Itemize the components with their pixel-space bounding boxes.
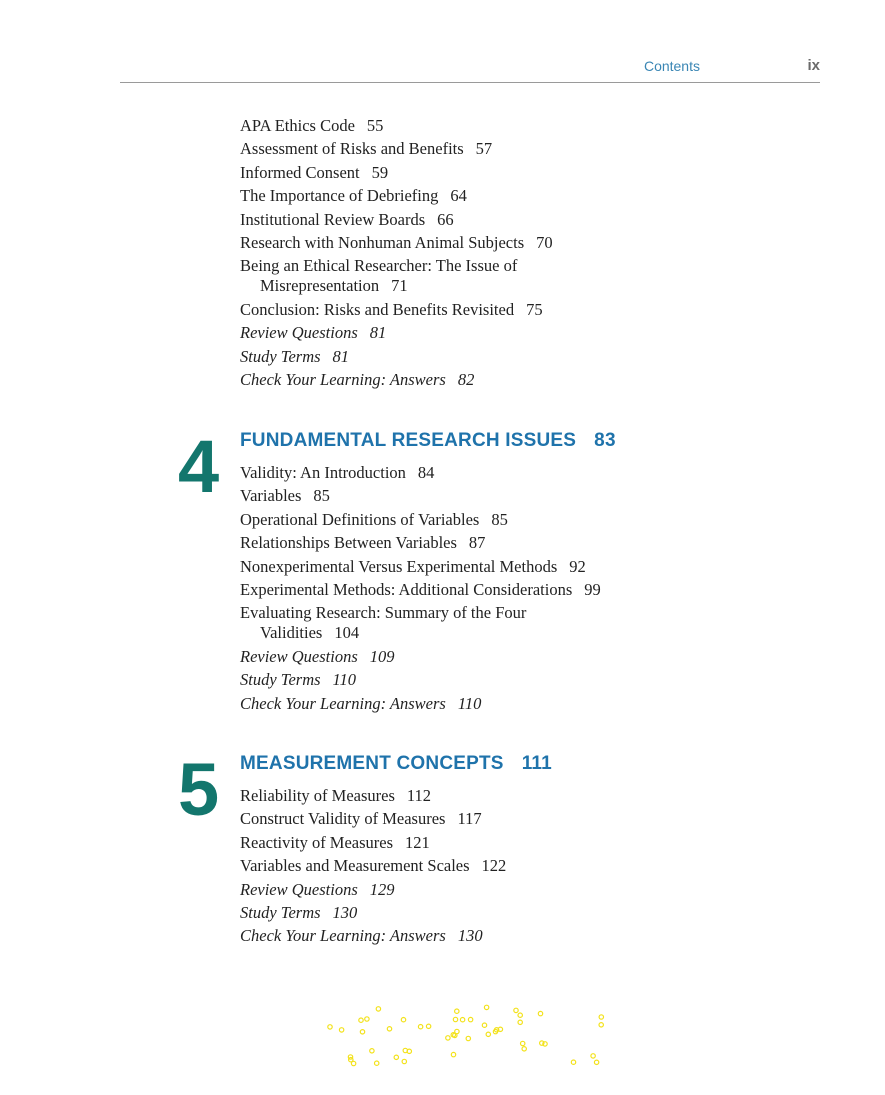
toc-entries-continued xyxy=(240,116,800,393)
toc-entry-title: Being an Ethical Researcher: The Issue of xyxy=(240,256,518,276)
toc-entry-title: Construct Validity of Measures xyxy=(240,809,446,829)
toc-entry[interactable] xyxy=(240,510,800,530)
decorative-dot xyxy=(351,1061,355,1065)
toc-entry[interactable] xyxy=(240,809,800,829)
decorative-dot xyxy=(359,1018,363,1022)
decorative-dot xyxy=(451,1052,455,1056)
toc-entry[interactable] xyxy=(240,694,800,714)
toc-entry[interactable] xyxy=(240,116,800,136)
toc-entry-title: Nonexperimental Versus Experimental Methods xyxy=(240,556,558,576)
toc-entries-chapter-5 xyxy=(240,786,800,950)
toc-entry-title: Study Terms xyxy=(240,670,321,690)
toc-entry-page: 57 xyxy=(475,139,493,159)
decorative-dot xyxy=(375,1061,379,1065)
toc-entry[interactable] xyxy=(240,926,800,946)
toc-entry-page: 87 xyxy=(468,533,486,553)
toc-entry-title: The Importance of Debriefing xyxy=(240,186,439,206)
toc-entry[interactable] xyxy=(240,370,800,390)
toc-entry-page: 59 xyxy=(371,162,389,182)
toc-entry-page: 71 xyxy=(391,276,408,296)
toc-entry[interactable] xyxy=(240,347,800,367)
toc-entry[interactable] xyxy=(240,256,800,296)
decorative-dot xyxy=(482,1023,486,1027)
toc-entry-title: Check Your Learning: Answers xyxy=(240,693,446,713)
toc-entry-title: Review Questions xyxy=(240,323,358,343)
running-head-section: Contents xyxy=(643,58,700,74)
toc-entry-page: 122 xyxy=(481,856,507,876)
toc-entry-title: Evaluating Research: Summary of the Four xyxy=(240,603,527,623)
toc-entry-title: Check Your Learning: Answers xyxy=(240,369,446,389)
toc-entry[interactable] xyxy=(240,833,800,853)
decorative-dot xyxy=(486,1032,490,1036)
toc-entry[interactable] xyxy=(240,880,800,900)
toc-entry-title-continued: Validities xyxy=(260,623,323,643)
decorative-dot xyxy=(328,1025,332,1029)
toc-entry-title: Study Terms xyxy=(240,902,321,922)
decorative-dot xyxy=(401,1018,405,1022)
decorative-dot xyxy=(599,1023,603,1027)
toc-entry-title: Operational Definitions of Variables xyxy=(240,509,480,529)
toc-entry-page: 75 xyxy=(526,299,543,319)
decorative-dot xyxy=(455,1029,459,1033)
decorative-dot xyxy=(387,1027,391,1031)
toc-entry-title: Validity: An Introduction xyxy=(240,463,406,482)
toc-entry-page: 121 xyxy=(405,832,430,852)
decorative-dot xyxy=(514,1008,518,1012)
decorative-dot xyxy=(394,1055,398,1059)
decorative-dot xyxy=(522,1047,526,1051)
toc-entry[interactable] xyxy=(240,139,800,159)
chapter-title-text: MEASUREMENT CONCEPTS xyxy=(240,753,504,774)
decorative-dot xyxy=(571,1060,575,1064)
decorative-dot xyxy=(376,1007,380,1011)
toc-entry-page: 85 xyxy=(313,486,330,506)
chapter-title[interactable] xyxy=(240,753,552,775)
toc-entry[interactable] xyxy=(240,463,800,483)
toc-entry-title: Check Your Learning: Answers xyxy=(240,926,446,946)
decorative-dot xyxy=(453,1017,457,1021)
toc-entry[interactable] xyxy=(240,580,800,600)
toc-entry-title: Assessment of Risks and Benefits xyxy=(240,139,464,159)
toc-entry[interactable] xyxy=(240,300,800,320)
toc-entry-page: 92 xyxy=(569,556,586,576)
toc-entry-page: 66 xyxy=(437,209,454,229)
toc-entry-title: Reliability of Measures xyxy=(240,786,395,805)
chapter-title-text: FUNDAMENTAL RESEARCH ISSUES xyxy=(240,430,577,451)
toc-entry-title: Experimental Methods: Additional Considerations xyxy=(240,579,573,599)
decorative-dot xyxy=(455,1009,459,1013)
toc-entry-title: Conclusion: Risks and Benefits Revisited xyxy=(240,299,515,319)
decorative-dot xyxy=(365,1017,369,1021)
decorative-dot xyxy=(402,1059,406,1063)
toc-entry-title-continued: Misrepresentation xyxy=(260,276,380,296)
decorative-dot xyxy=(460,1018,464,1022)
decorative-dot xyxy=(538,1011,542,1015)
decorative-dot xyxy=(446,1036,450,1040)
decorative-dots xyxy=(320,1000,620,1070)
decorative-dot xyxy=(418,1025,422,1029)
toc-entry[interactable] xyxy=(240,486,800,506)
running-head xyxy=(120,56,820,83)
toc-entry-title: Research with Nonhuman Animal Subjects xyxy=(240,232,525,252)
toc-entry-page: 70 xyxy=(536,232,553,252)
decorative-dot xyxy=(484,1005,488,1009)
toc-entry[interactable] xyxy=(240,210,800,230)
toc-entry-title: APA Ethics Code xyxy=(240,116,355,135)
toc-entry-page: 99 xyxy=(584,579,601,599)
toc-entry[interactable] xyxy=(240,186,800,206)
chapter-number: 4 xyxy=(178,425,218,508)
toc-entries-chapter-4 xyxy=(240,463,800,717)
decorative-dot xyxy=(426,1024,430,1028)
toc-entry-title: Informed Consent xyxy=(240,162,360,182)
toc-entry-page: 130 xyxy=(457,926,483,946)
toc-entry-page: 109 xyxy=(369,646,395,666)
toc-entry[interactable] xyxy=(240,533,800,553)
chapter-title-page: 111 xyxy=(521,753,552,774)
toc-entry-page: 64 xyxy=(450,186,467,206)
toc-entry[interactable] xyxy=(240,603,800,643)
toc-entry-page: 129 xyxy=(369,879,395,899)
toc-entry-title: Study Terms xyxy=(240,346,321,366)
chapter-title-page: 83 xyxy=(594,430,616,451)
decorative-dot xyxy=(370,1049,374,1053)
decorative-dot xyxy=(521,1041,525,1045)
toc-entry-page: 112 xyxy=(406,786,432,805)
toc-entry-page: 110 xyxy=(332,670,357,690)
chapter-number: 5 xyxy=(178,748,218,831)
toc-entry-page: 82 xyxy=(457,369,475,389)
toc-entry-title: Variables and Measurement Scales xyxy=(240,856,470,876)
chapter-title[interactable] xyxy=(240,430,616,452)
decorative-dot xyxy=(518,1020,522,1024)
toc-entry-title: Variables xyxy=(240,486,302,506)
toc-entry-page: 104 xyxy=(334,623,360,643)
toc-entry-title: Reactivity of Measures xyxy=(240,832,394,852)
toc-entry-title: Relationships Between Variables xyxy=(240,533,457,553)
toc-entry[interactable] xyxy=(240,163,800,183)
decorative-dot xyxy=(360,1030,364,1034)
toc-entry[interactable] xyxy=(240,647,800,667)
toc-entry[interactable] xyxy=(240,323,800,343)
toc-entry[interactable] xyxy=(240,557,800,577)
decorative-dot xyxy=(468,1017,472,1021)
decorative-dot xyxy=(599,1015,603,1019)
toc-entry-title: Review Questions xyxy=(240,646,358,666)
toc-entry-title: Review Questions xyxy=(240,879,358,899)
toc-entry-page: 85 xyxy=(491,509,508,529)
toc-entry-page: 55 xyxy=(366,116,384,135)
toc-entry-title: Institutional Review Boards xyxy=(240,209,426,229)
toc-entry[interactable] xyxy=(240,856,800,876)
toc-entry-page: 81 xyxy=(369,323,387,343)
toc-entry-page: 117 xyxy=(457,809,482,829)
toc-entry[interactable] xyxy=(240,903,800,923)
page-number: ix xyxy=(807,57,820,74)
decorative-dot xyxy=(591,1054,595,1058)
toc-entry[interactable] xyxy=(240,786,800,806)
decorative-dot xyxy=(466,1036,470,1040)
toc-entry-page: 110 xyxy=(457,693,482,713)
decorative-dot xyxy=(594,1060,598,1064)
toc-entry-page: 84 xyxy=(417,463,435,482)
decorative-dot xyxy=(339,1028,343,1032)
toc-entry[interactable] xyxy=(240,233,800,253)
decorative-dot xyxy=(518,1013,522,1017)
toc-entry-page: 81 xyxy=(332,346,350,366)
toc-entry[interactable] xyxy=(240,670,800,690)
toc-entry-page: 130 xyxy=(332,902,358,922)
